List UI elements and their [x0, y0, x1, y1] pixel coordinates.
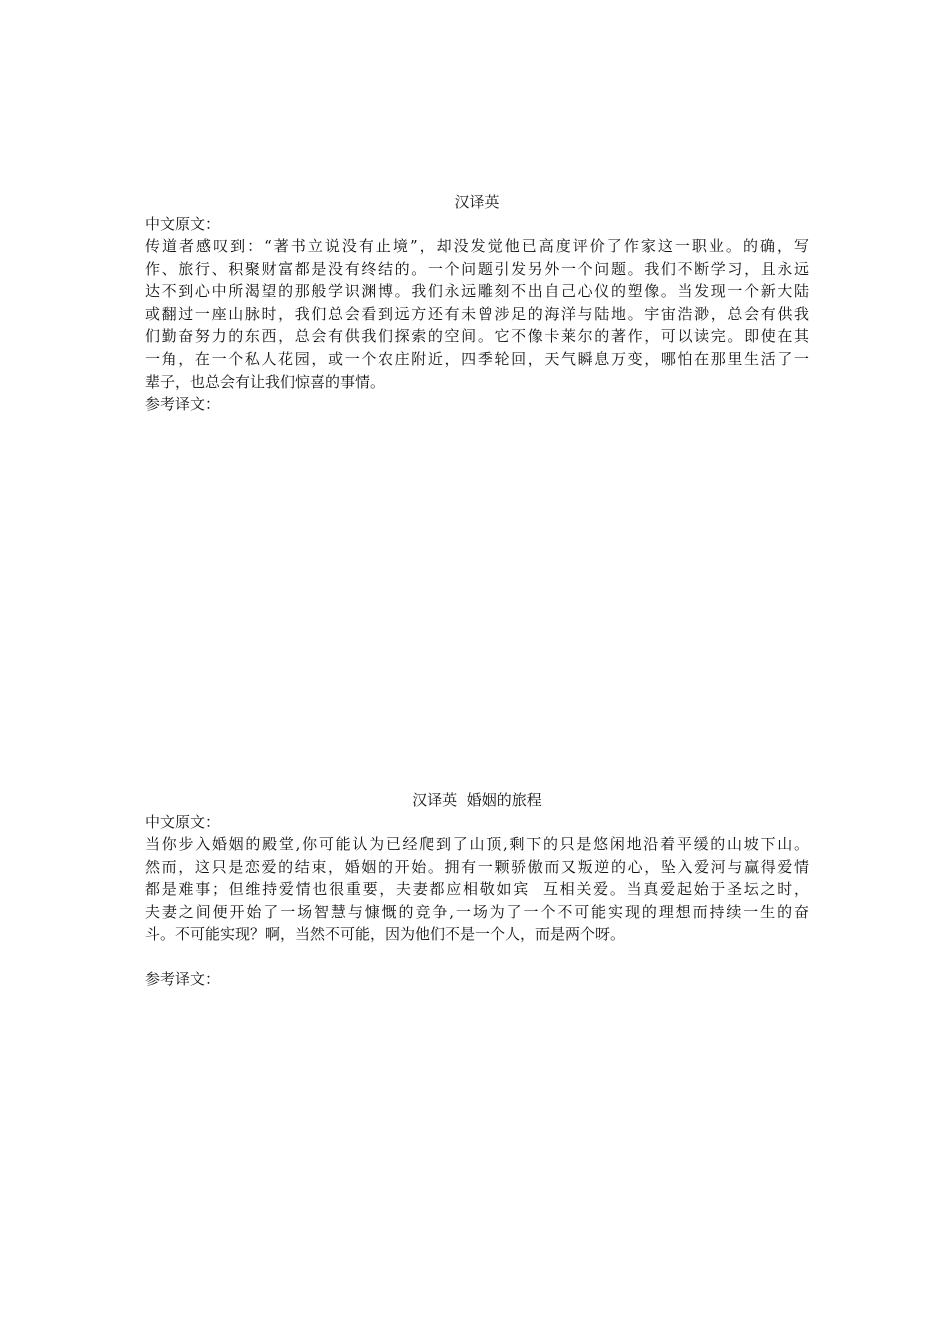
source-text-paragraph [145, 235, 809, 393]
paragraph-line: 斗。不可能实现？啊，当然不可能，因为他们不是一个人，而是两个呀。 [145, 925, 626, 944]
blank-line [145, 946, 809, 968]
reference-translation-label: 参考译文： [145, 969, 221, 988]
paragraph-line: 都是难事；但维持爱情也很重要，夫妻都应相敬如宾 互相关爱。当真爱起始于圣坛之时， [145, 880, 809, 899]
source-text-label: 中文原文： [145, 813, 221, 831]
paragraph-line: 传道者感叹到：“著书立说没有止境”，却没发觉他已高度评价了作家这一职业。的确，写 [145, 237, 809, 255]
exercise-section-2 [145, 789, 809, 990]
paragraph-line: 作、旅行、积聚财富都是没有终结的。一个问题引发另外一个问题。我们不断学习，且永远 [145, 259, 809, 278]
exercise-section-1 [145, 191, 809, 415]
paragraph-line: 然而，这只是恋爱的结束，婚姻的开始。拥有一颗骄傲而又叛逆的心，坠入爱河与赢得爱情 [145, 857, 809, 876]
section-title: 汉译英 [454, 193, 500, 211]
paragraph-line: 夫妻之间便开始了一场智慧与慷慨的竞争,一场为了一个不可能实现的理想而持续一生的奋 [145, 902, 809, 921]
paragraph-line: 达不到心中所渴望的那般学识渊博。我们永远雕刻不出自己心仪的塑像。当发现一个新大陆 [145, 282, 809, 301]
paragraph-line: 一角，在一个私人花园，或一个农庄附近，四季轮回，天气瞬息万变，哪怕在那里生活了一 [145, 349, 809, 368]
section-title: 汉译英 婚姻的旅程 [412, 791, 542, 809]
source-text-paragraph [145, 833, 809, 946]
paragraph-line: 们勤奋努力的东西，总会有供我们探索的空间。它不像卡莱尔的著作，可以读完。即使在其 [145, 327, 809, 346]
paragraph-line: 或翻过一座山脉时，我们总会看到远方还有未曾涉足的海洋与陆地。宇宙浩渺，总会有供我 [145, 304, 809, 323]
paragraph-line: 当你步入婚姻的殿堂,你可能认为已经爬到了山顶,剩下的只是悠闲地沿着平缓的山坡下山。 [145, 835, 809, 853]
paragraph-line: 辈子，也总会有让我们惊喜的事情。 [145, 372, 386, 391]
reference-translation-label: 参考译文： [145, 395, 221, 414]
source-text-label: 中文原文： [145, 215, 221, 233]
